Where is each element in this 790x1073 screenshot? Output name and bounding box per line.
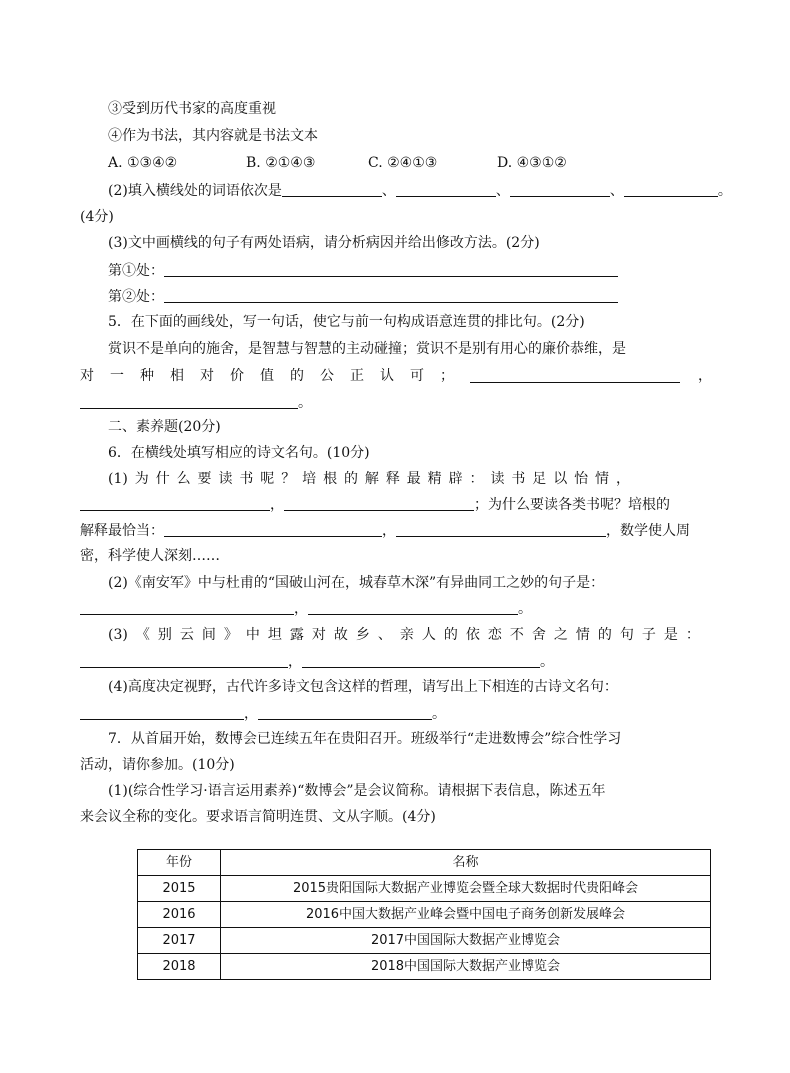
char: 精 (427, 471, 442, 487)
q6-p1-line2 (80, 497, 710, 512)
char: 释 (385, 471, 400, 487)
char: 的 (597, 627, 612, 643)
char: 之 (553, 627, 568, 643)
header-name: 名称 (221, 850, 711, 876)
char: 对 (80, 368, 94, 384)
table-row (138, 876, 711, 902)
q6-stem: 6．在横线处填写相应的诗文名句。(10分) (108, 445, 370, 461)
cell-year: 2015 (138, 876, 221, 902)
cell-name: 2017中国国际大数据产业博览会 (221, 928, 711, 954)
char: 句 (619, 627, 634, 643)
choice-a[interactable]: A. ①③④② (108, 155, 178, 171)
period: 。 (540, 654, 554, 670)
separator: 、 (609, 183, 624, 199)
answer-blank[interactable] (396, 183, 496, 197)
char: (3) (108, 627, 128, 643)
q5-stem: 5．在下面的画线处，写一句话，使它与前一句构成语意连贯的排比句。(2分) (108, 314, 585, 330)
q6-p1-mid: ；为什么要读各类书呢？培根的 (474, 497, 670, 513)
char: 根 (323, 471, 338, 487)
char: 舍 (531, 627, 546, 643)
char: 的 (343, 471, 358, 487)
char: 读 (218, 471, 233, 487)
char: 的 (443, 627, 458, 643)
answer-blank[interactable] (308, 601, 518, 615)
char: 情 (595, 471, 610, 487)
q6-p1-line1 (108, 472, 630, 486)
answer-blank[interactable] (80, 601, 294, 615)
char: 露 (289, 627, 304, 643)
answer-blank[interactable] (80, 395, 298, 409)
header-year: 年份 (138, 850, 221, 876)
period: 。 (518, 601, 532, 617)
q4-sub3-line2 (108, 289, 710, 304)
char: 的 (290, 368, 304, 384)
char: 人 (421, 627, 436, 643)
char: 为 (134, 471, 149, 487)
q6-p1-tail: ，数学使人周 (606, 523, 690, 539)
answer-blank[interactable] (164, 523, 382, 537)
char: 相 (170, 368, 184, 384)
section-title: 二、素养题(20分) (108, 419, 221, 435)
separator: 、 (381, 183, 396, 199)
q4-sub2 (108, 183, 732, 199)
char: 呢 (260, 471, 275, 487)
q6-p4: (4)高度决定视野，古代许多诗文包含这样的哲理，请写出上下相连的古诗文名句： (108, 679, 618, 695)
char: 乡 (355, 627, 370, 643)
char: 培 (302, 471, 317, 487)
answer-blank[interactable] (624, 183, 718, 197)
option-4: ④作为书法，其内容就是书法文本 (108, 128, 318, 144)
comma: ， (382, 523, 396, 539)
char: 认 (380, 368, 394, 384)
choice-d[interactable]: D. ④③①② (497, 155, 567, 171)
char: 《 (135, 627, 150, 643)
option-3: ③受到历代书家的高度重视 (108, 101, 276, 117)
char: 对 (200, 368, 214, 384)
answer-blank[interactable] (284, 497, 474, 511)
q7-sub1-2: 来会议全称的变化。要求语言简明连贯、文从字顺。(4分) (80, 809, 436, 825)
period: 。 (298, 395, 312, 411)
q6-p1-label: 解释最恰当： (80, 523, 164, 539)
comma: ， (244, 706, 258, 722)
char: 读 (490, 471, 505, 487)
q5-justified-text (80, 369, 454, 383)
char: 子 (641, 627, 656, 643)
q6-p2: (2)《南安军》中与杜甫的“国破山河在，城春草木深”有异曲同工之妙的句子是： (108, 575, 605, 591)
char: 辟 (448, 471, 463, 487)
q6-p1-line3 (80, 523, 710, 538)
char: 坦 (267, 627, 282, 643)
char: 值 (260, 368, 274, 384)
char: 依 (465, 627, 480, 643)
answer-blank[interactable] (396, 523, 606, 537)
char: 一 (110, 368, 124, 384)
comma: ， (288, 654, 302, 670)
char: 是 (663, 627, 678, 643)
comma: ， (270, 497, 284, 513)
cell-year: 2016 (138, 902, 221, 928)
q7-stem-2: 活动，请你参加。(10分) (80, 757, 235, 773)
q4-sub2-score: (4分) (80, 209, 114, 225)
answer-blank[interactable] (164, 289, 618, 303)
char: 种 (140, 368, 154, 384)
q6-p2-answer (80, 601, 710, 616)
char: ： (469, 471, 484, 487)
char: 怡 (574, 471, 589, 487)
char: 书 (511, 471, 526, 487)
cell-name: 2016中国大数据产业峰会暨中国电子商务创新发展峰会 (221, 902, 711, 928)
char: 间 (201, 627, 216, 643)
q7-sub1-1: (1)(综合性学习·语言运用素养)“数博会”是会议简称。请根据下表信息，陈述五年 (108, 783, 606, 799)
char: 故 (333, 627, 348, 643)
char: 公 (320, 368, 334, 384)
answer-blank[interactable] (80, 706, 244, 720)
table-row (138, 902, 711, 928)
label-2: 第②处： (108, 289, 164, 305)
label-1: 第①处： (108, 263, 164, 279)
char: 足 (532, 471, 547, 487)
char: ？ (281, 471, 296, 487)
char: 云 (179, 627, 194, 643)
char: ， (615, 471, 630, 487)
char: ； (440, 368, 454, 384)
table-row (138, 928, 711, 954)
char: 以 (553, 471, 568, 487)
q6-p1-end: 密，科学使人深刻…… (80, 548, 220, 564)
choice-b[interactable]: B. ②①④③ (246, 155, 316, 171)
answer-blank[interactable] (258, 706, 432, 720)
answer-blank[interactable] (80, 497, 270, 511)
char: 正 (350, 368, 364, 384)
cell-name: 2018中国国际大数据产业博览会 (221, 954, 711, 980)
separator: 、 (495, 183, 510, 199)
char: 中 (245, 627, 260, 643)
answer-blank[interactable] (80, 654, 288, 668)
char: 解 (364, 471, 379, 487)
answer-blank[interactable] (470, 369, 680, 383)
q4-sub3-line1 (108, 263, 710, 278)
char: 恋 (487, 627, 502, 643)
q7-stem-1: 7．从首届开始，数博会已连续五年在贵阳召开。班级举行“走进数博会”综合性学习 (108, 731, 622, 747)
char: 亲 (399, 627, 414, 643)
q5-line1: 赏识不是单向的施舍，是智慧与智慧的主动碰撞；赏识不是别有用心的廉价恭维，是 (108, 341, 626, 357)
period: 。 (717, 183, 732, 199)
table-row (138, 954, 711, 980)
char: 对 (311, 627, 326, 643)
q6-p4-answer (80, 706, 710, 721)
answer-blank[interactable] (282, 183, 382, 197)
expo-name-table (137, 849, 711, 980)
char: 什 (155, 471, 170, 487)
cell-name: 2015贵阳国际大数据产业博览会暨全球大数据时代贵阳峰会 (221, 876, 711, 902)
cell-year: 2018 (138, 954, 221, 980)
char: 可 (410, 368, 424, 384)
cell-year: 2017 (138, 928, 221, 954)
q4-sub2-text: (2)填入横线处的词语依次是 (108, 183, 282, 199)
answer-blank[interactable] (510, 183, 610, 197)
char: 价 (230, 368, 244, 384)
answer-blank[interactable] (302, 654, 540, 668)
char: 要 (197, 471, 212, 487)
char: 书 (239, 471, 254, 487)
char: 》 (223, 627, 238, 643)
char: 、 (377, 627, 392, 643)
table-header-row (138, 850, 711, 876)
char: 别 (157, 627, 172, 643)
q6-p3 (108, 628, 700, 642)
char: (1) (108, 471, 128, 487)
q4-sub3: (3)文中画横线的句子有两处语病，请分析病因并给出修改方法。(2分) (108, 235, 540, 251)
char: 么 (176, 471, 191, 487)
answer-blank[interactable] (164, 263, 618, 277)
comma: ， (294, 601, 308, 617)
q5-line3 (80, 395, 710, 410)
comma: ， (698, 368, 712, 384)
period: 。 (432, 706, 446, 722)
char: 不 (509, 627, 524, 643)
char: 情 (575, 627, 590, 643)
q6-p3-answer (80, 654, 710, 669)
choice-c[interactable]: C. ②④①③ (368, 155, 438, 171)
char: ： (685, 627, 700, 643)
char: 最 (406, 471, 421, 487)
